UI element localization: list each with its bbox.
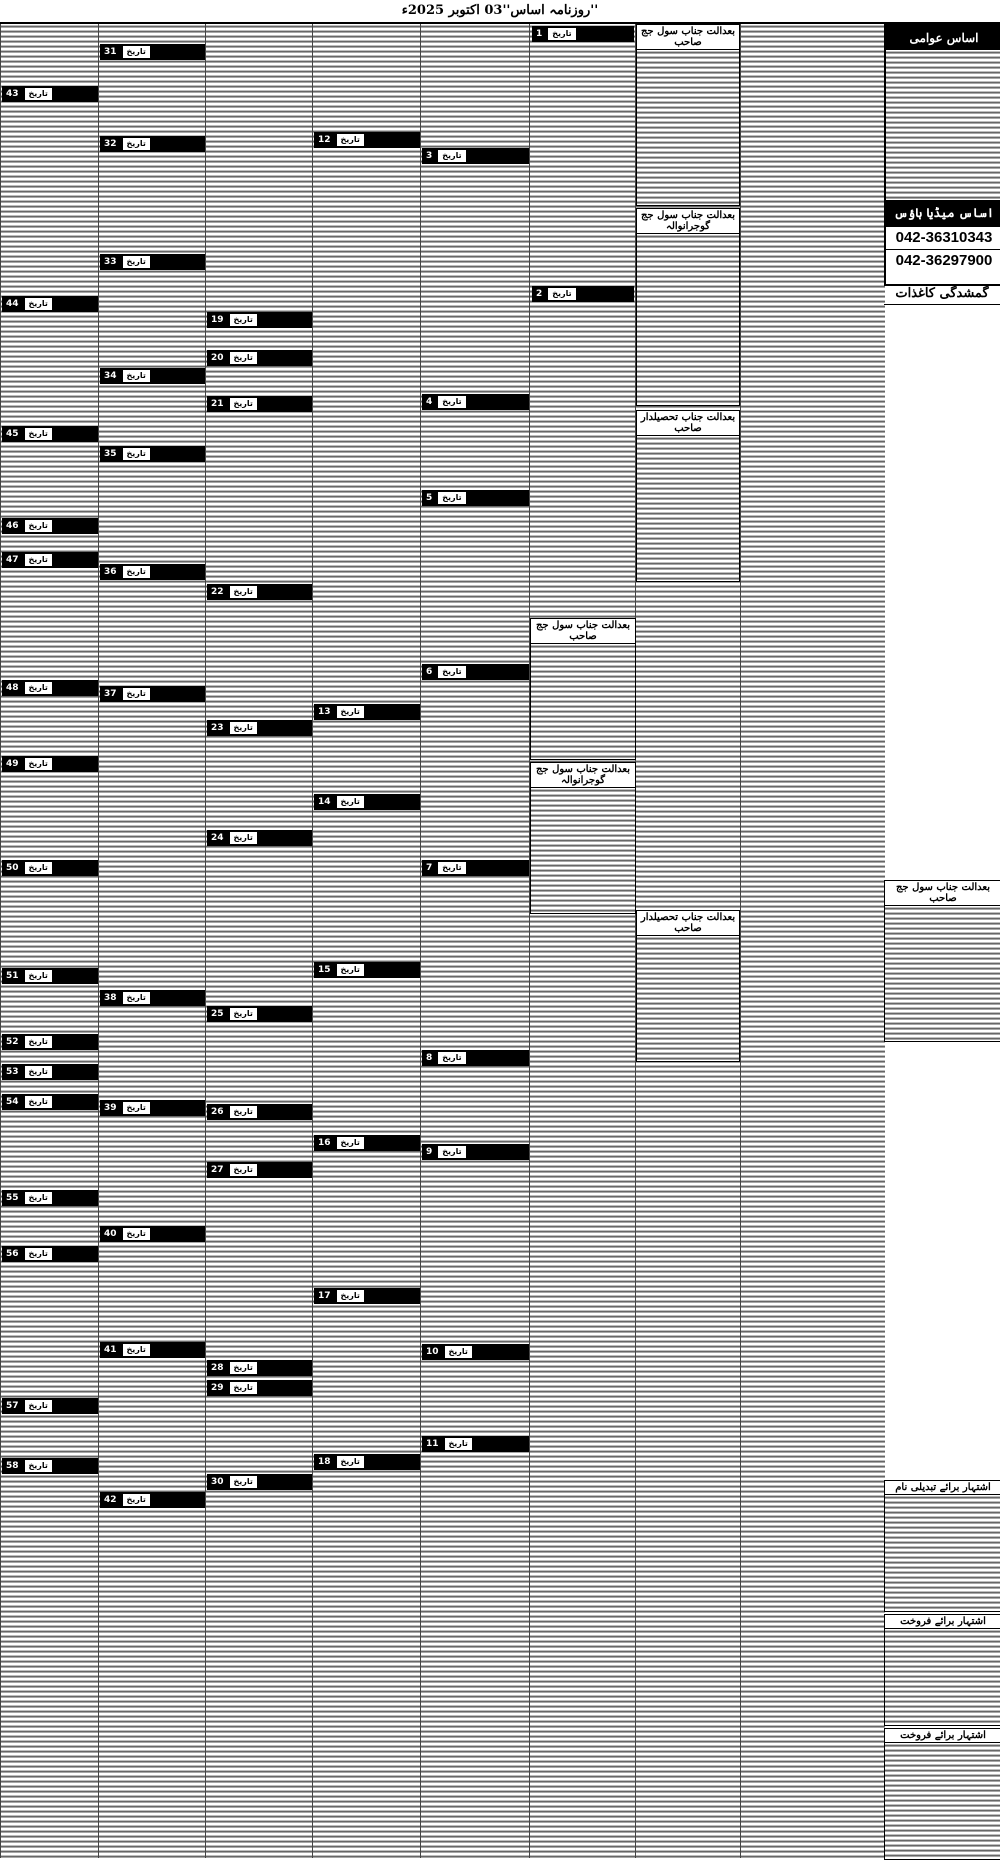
notice-number [532, 26, 634, 42]
notice-number-label: 27 [211, 1165, 224, 1175]
notice-number [314, 704, 420, 720]
notice-number [100, 990, 205, 1006]
notice-date-label: تاریخ [230, 1476, 257, 1488]
promo-title: اساس عوامی [886, 26, 1000, 50]
notice-number [100, 368, 205, 384]
notice-number [314, 962, 420, 978]
notice-number-label: 49 [6, 759, 19, 769]
notice-date-label: تاریخ [230, 1362, 257, 1374]
notice-date-label: تاریخ [123, 688, 150, 700]
notice-date-label: تاریخ [123, 1494, 150, 1506]
notice-number [207, 1360, 312, 1376]
notice-number [314, 132, 420, 148]
notice-number [2, 1246, 98, 1262]
notice-number-label: 43 [6, 89, 19, 99]
notice-date-label: تاریخ [337, 796, 364, 808]
notice-number-label: 6 [426, 667, 433, 677]
notice-number-label: 51 [6, 971, 19, 981]
notice-number-label: 2 [536, 289, 543, 299]
notice-date-label: تاریخ [548, 288, 575, 300]
notice-date-label: تاریخ [337, 1137, 364, 1149]
notice-date-label: تاریخ [445, 1346, 472, 1358]
notice-date-label: تاریخ [25, 1400, 52, 1412]
notice-number-label: 57 [6, 1401, 19, 1411]
notice-number [100, 446, 205, 462]
notice-number [314, 794, 420, 810]
notice-date-label: تاریخ [230, 314, 257, 326]
notice-number-label: 12 [318, 135, 331, 145]
notice-date-label: تاریخ [123, 138, 150, 150]
notice-date-label: تاریخ [438, 396, 465, 408]
notice-date-label: تاریخ [123, 46, 150, 58]
notice-number [100, 564, 205, 580]
notice-number-label: 23 [211, 723, 224, 733]
notice-date-label: تاریخ [25, 1096, 52, 1108]
notice-date-label: تاریخ [123, 566, 150, 578]
notice-number [100, 44, 205, 60]
notice-date-label: تاریخ [445, 1438, 472, 1450]
notice-number [100, 1492, 205, 1508]
notice-number [207, 1104, 312, 1120]
notice-date-label: تاریخ [25, 1066, 52, 1078]
notice-date-label: تاریخ [123, 1102, 150, 1114]
sale-ad: اشتہار برائے فروخت [884, 1728, 1000, 1860]
notice-number [207, 1006, 312, 1022]
notice-date-label: تاریخ [438, 666, 465, 678]
notice-number-label: 1 [536, 29, 543, 39]
notice-number [422, 1050, 529, 1066]
notice-number [2, 1190, 98, 1206]
notice-number [207, 584, 312, 600]
notice-number-label: 8 [426, 1053, 433, 1063]
notice-number-label: 50 [6, 863, 19, 873]
court-ad: بعدالت جناب سول جج صاحب [884, 880, 1000, 1042]
notice-number-label: 5 [426, 493, 433, 503]
notice-number-label: 10 [426, 1347, 439, 1357]
notice-date-label: تاریخ [25, 1192, 52, 1204]
notice-number-label: 3 [426, 151, 433, 161]
notice-number [100, 1100, 205, 1116]
promo-phone-1: 042-36310343 [886, 226, 1000, 249]
notice-date-label: تاریخ [25, 758, 52, 770]
notice-number-label: 41 [104, 1345, 117, 1355]
promo-text [886, 50, 1000, 200]
notice-number-label: 18 [318, 1457, 331, 1467]
notice-number-label: 46 [6, 521, 19, 531]
notice-number [2, 552, 98, 568]
notice-number-label: 44 [6, 299, 19, 309]
notice-number-label: 42 [104, 1495, 117, 1505]
notice-number-label: 40 [104, 1229, 117, 1239]
notice-number [2, 968, 98, 984]
lost-docs-title: گمشدگی کاغذات [884, 284, 1000, 305]
notice-number [314, 1288, 420, 1304]
court-ad: بعدالت جناب سول جج گوجرانوالہ [636, 208, 740, 406]
notice-date-label: تاریخ [25, 554, 52, 566]
name-change-ad: اشتہار برائے تبدیلی نام [884, 1480, 1000, 1612]
notice-number-label: 52 [6, 1037, 19, 1047]
notice-date-label: تاریخ [123, 370, 150, 382]
notice-number-label: 48 [6, 683, 19, 693]
notice-date-label: تاریخ [438, 150, 465, 162]
notice-number-label: 28 [211, 1363, 224, 1373]
notice-date-label: تاریخ [230, 1164, 257, 1176]
notice-date-label: تاریخ [337, 134, 364, 146]
column-5 [420, 24, 530, 1858]
notice-number [2, 1034, 98, 1050]
notice-number-label: 32 [104, 139, 117, 149]
notice-date-label: تاریخ [230, 352, 257, 364]
notice-date-label: تاریخ [123, 992, 150, 1004]
notice-number [2, 1398, 98, 1414]
notice-number-label: 34 [104, 371, 117, 381]
notice-number-label: 54 [6, 1097, 19, 1107]
notice-number-label: 11 [426, 1439, 439, 1449]
notice-number-label: 26 [211, 1107, 224, 1117]
notice-date-label: تاریخ [25, 520, 52, 532]
notice-date-label: تاریخ [438, 1052, 465, 1064]
notice-number [2, 86, 98, 102]
notice-date-label: تاریخ [25, 1248, 52, 1260]
notice-number [2, 296, 98, 312]
notice-number-label: 55 [6, 1193, 19, 1203]
sale-ad: اشتہار برائے فروخت [884, 1614, 1000, 1726]
court-ad: بعدالت جناب سول جج صاحب [636, 24, 740, 206]
notice-date-label: تاریخ [438, 862, 465, 874]
notice-number [207, 1162, 312, 1178]
notice-date-label: تاریخ [25, 1460, 52, 1472]
notice-number-label: 38 [104, 993, 117, 1003]
notice-number [207, 396, 312, 412]
column-3 [205, 24, 313, 1858]
notice-number [2, 860, 98, 876]
notice-number-label: 30 [211, 1477, 224, 1487]
notice-number [2, 1458, 98, 1474]
notice-number-label: 16 [318, 1138, 331, 1148]
court-ad: بعدالت جناب تحصیلدار صاحب [636, 910, 740, 1062]
notice-number [207, 312, 312, 328]
notice-number [207, 350, 312, 366]
notice-number [207, 830, 312, 846]
notice-date-label: تاریخ [230, 586, 257, 598]
notice-date-label: تاریخ [438, 492, 465, 504]
notice-date-label: تاریخ [25, 298, 52, 310]
notice-date-label: تاریخ [25, 682, 52, 694]
notice-number [422, 490, 529, 506]
column-4 [312, 24, 421, 1858]
notice-number-label: 25 [211, 1009, 224, 1019]
notice-number [207, 720, 312, 736]
column-8 [740, 24, 885, 1858]
notice-number-label: 39 [104, 1103, 117, 1113]
notice-number [100, 136, 205, 152]
notice-number [2, 680, 98, 696]
notice-date-label: تاریخ [230, 1382, 257, 1394]
notice-number [100, 1226, 205, 1242]
notice-number [422, 1144, 529, 1160]
notice-date-label: تاریخ [230, 398, 257, 410]
notice-number [422, 664, 529, 680]
notice-number [422, 1436, 529, 1452]
notice-number-label: 29 [211, 1383, 224, 1393]
notice-number-label: 33 [104, 257, 117, 267]
notice-number [314, 1454, 420, 1470]
notice-number [422, 148, 529, 164]
notice-date-label: تاریخ [25, 970, 52, 982]
notice-number [422, 394, 529, 410]
notice-number [2, 756, 98, 772]
promo-brand: اساس میڈیا ہاؤس [886, 200, 1000, 226]
notice-number-label: 56 [6, 1249, 19, 1259]
notice-number [100, 1342, 205, 1358]
notice-number-label: 14 [318, 797, 331, 807]
promo-phone-2: 042-36297900 [886, 249, 1000, 272]
notice-number [2, 1094, 98, 1110]
notice-number [207, 1380, 312, 1396]
court-ad: بعدالت جناب تحصیلدار صاحب [636, 410, 740, 582]
court-ad: بعدالت جناب سول جج صاحب [530, 618, 636, 760]
court-ad: بعدالت جناب سول جج گوجرانوالہ [530, 762, 636, 914]
notice-date-label: تاریخ [25, 1036, 52, 1048]
notice-number-label: 31 [104, 47, 117, 57]
notice-date-label: تاریخ [230, 1008, 257, 1020]
notice-number [100, 254, 205, 270]
notice-date-label: تاریخ [123, 1228, 150, 1240]
notice-number-label: 4 [426, 397, 433, 407]
notice-date-label: تاریخ [25, 862, 52, 874]
page-header: ''روزنامہ اساس''03 اکتوبر 2025ء [0, 0, 1000, 24]
notice-date-label: تاریخ [123, 448, 150, 460]
notice-number [207, 1474, 312, 1490]
notice-date-label: تاریخ [230, 832, 257, 844]
notice-date-label: تاریخ [337, 1290, 364, 1302]
notice-date-label: تاریخ [123, 256, 150, 268]
notice-number-label: 36 [104, 567, 117, 577]
notice-number [532, 286, 634, 302]
notice-date-label: تاریخ [230, 1106, 257, 1118]
notice-number-label: 19 [211, 315, 224, 325]
notice-number-label: 22 [211, 587, 224, 597]
notice-date-label: تاریخ [548, 28, 575, 40]
notice-date-label: تاریخ [337, 964, 364, 976]
notice-number-label: 21 [211, 399, 224, 409]
notice-number [314, 1135, 420, 1151]
notice-date-label: تاریخ [25, 88, 52, 100]
notice-number-label: 35 [104, 449, 117, 459]
notice-number-label: 37 [104, 689, 117, 699]
notice-number-label: 13 [318, 707, 331, 717]
notice-number-label: 45 [6, 429, 19, 439]
notice-date-label: تاریخ [337, 1456, 364, 1468]
notice-number [100, 686, 205, 702]
notice-date-label: تاریخ [337, 706, 364, 718]
notice-number-label: 58 [6, 1461, 19, 1471]
notice-number [422, 860, 529, 876]
notice-date-label: تاریخ [438, 1146, 465, 1158]
notice-date-label: تاریخ [230, 722, 257, 734]
notice-number [2, 1064, 98, 1080]
notice-number-label: 20 [211, 353, 224, 363]
notice-number [2, 426, 98, 442]
notice-number-label: 47 [6, 555, 19, 565]
notice-number [422, 1344, 529, 1360]
notice-number-label: 7 [426, 863, 433, 873]
notice-number-label: 9 [426, 1147, 433, 1157]
promo-box [884, 24, 1000, 286]
notice-number-label: 24 [211, 833, 224, 843]
notice-number-label: 53 [6, 1067, 19, 1077]
notice-number [2, 518, 98, 534]
column-2 [98, 24, 206, 1858]
notice-number-label: 15 [318, 965, 331, 975]
notice-date-label: تاریخ [25, 428, 52, 440]
notice-date-label: تاریخ [123, 1344, 150, 1356]
notice-number-label: 17 [318, 1291, 331, 1301]
